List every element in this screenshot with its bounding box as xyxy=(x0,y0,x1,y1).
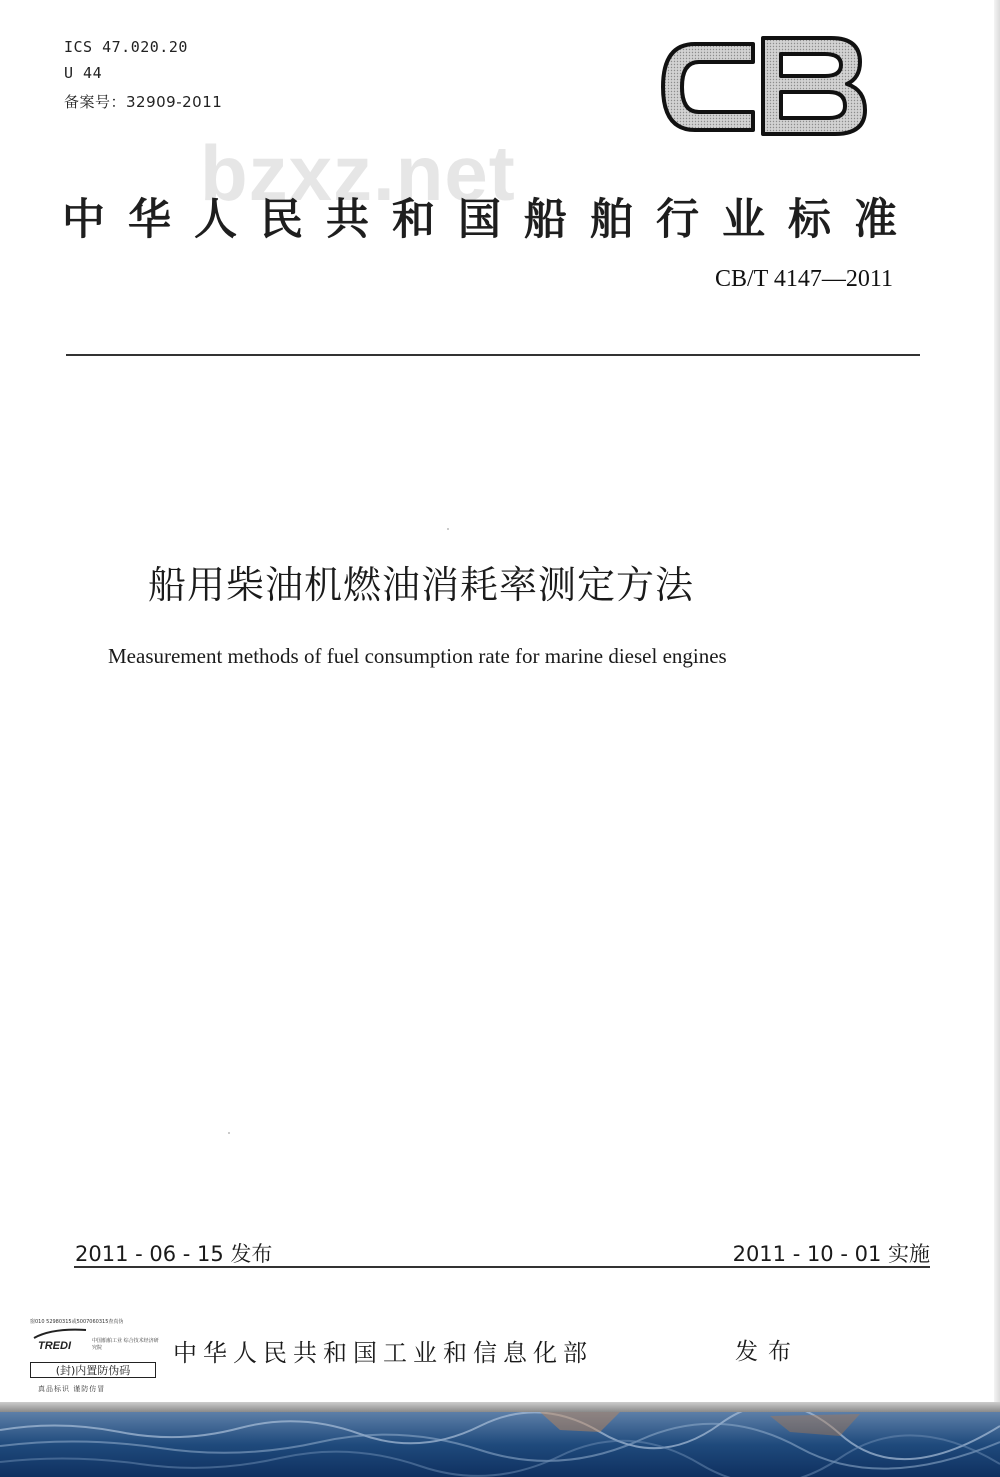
stamp-hotline: 窗010 52980315或5007060315查真伪 xyxy=(30,1319,124,1325)
speck xyxy=(228,1132,230,1134)
issuing-authority: 中华人民共和国工业和信息化部 xyxy=(173,1339,593,1367)
bottom-rule xyxy=(74,1266,930,1268)
cb-logo xyxy=(655,30,870,145)
top-rule xyxy=(66,354,920,356)
stamp-brand: TREDI xyxy=(38,1340,71,1352)
effective-date: 2011 - 10 - 01 实施 xyxy=(732,1242,930,1266)
anti-counterfeit-stamp xyxy=(28,1318,160,1398)
stamp-caption: 真品标识 谨防仿冒 xyxy=(38,1385,106,1393)
stamp-swoosh-icon xyxy=(32,1326,88,1340)
ocean-image xyxy=(0,1412,1000,1477)
logo-letter-c xyxy=(663,44,753,130)
issue-label: 发布 xyxy=(735,1339,801,1365)
watermark: bzxz.net xyxy=(200,129,516,217)
issue-date: 2011 - 06 - 15 发布 xyxy=(75,1242,273,1266)
ics-code: ICS 47.020.20 xyxy=(64,38,188,56)
standard-number: CB/T 4147—2011 xyxy=(714,266,893,292)
cover-divider-bar xyxy=(0,1402,1000,1412)
stamp-box: (封)内置防伪码 xyxy=(30,1362,156,1378)
record-number: 备案号：32909-2011 xyxy=(64,93,223,111)
speck xyxy=(447,528,449,530)
title-english: Measurement methods of fuel consumption rate for marine diesel engines xyxy=(108,644,727,668)
logo-letter-b xyxy=(763,38,865,134)
page-edge xyxy=(994,0,1000,1405)
title-chinese: 船用柴油机燃油消耗率测定方法 xyxy=(148,563,695,607)
classification-code: U 44 xyxy=(64,64,103,82)
stamp-institute: 中国船舶工业 综合技术经济研究院 xyxy=(92,1338,159,1351)
organization-title: 中华人民共和国船舶行业标准 xyxy=(62,195,920,245)
